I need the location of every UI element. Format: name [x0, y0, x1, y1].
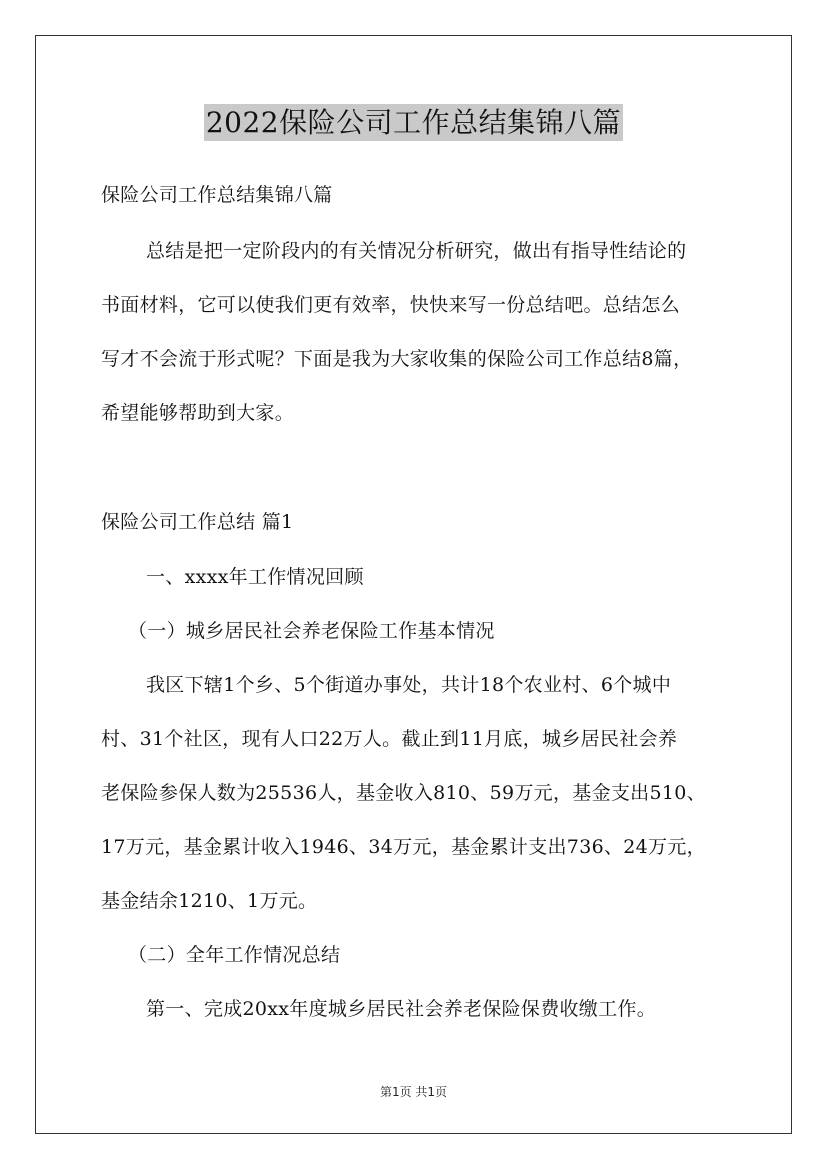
intro-line-2: 书面材料，它可以使我们更有效率，快快来写一份总结吧。总结怎么	[101, 294, 681, 316]
subtitle: 保险公司工作总结集锦八篇	[101, 184, 333, 206]
intro-line-3: 写才不会流于形式呢？下面是我为大家收集的保险公司工作总结8篇，	[101, 348, 693, 370]
body-line-1: 我区下辖1个乡、5个街道办事处，共计18个农业村、6个城中	[146, 674, 672, 696]
document-title: 2022保险公司工作总结集锦八篇	[205, 106, 622, 139]
body-line-2: 村、31个社区，现有人口22万人。截止到11月底，城乡居民社会养	[101, 728, 678, 750]
document-title-block	[0, 101, 827, 141]
page-footer: 第1页 共1页	[379, 1085, 448, 1099]
part1-heading: 一、xxxx年工作情况回顾	[146, 566, 364, 588]
sub1-heading: （一）城乡居民社会养老保险工作基本情况	[128, 620, 495, 642]
item1-line: 第一、完成20xx年度城乡居民社会养老保险保费收缴工作。	[146, 998, 657, 1020]
body-line-3: 老保险参保人数为25536人，基金收入810、59万元，基金支出510、	[101, 782, 706, 804]
section-heading: 保险公司工作总结 篇1	[101, 511, 294, 533]
sub2-heading: （二）全年工作情况总结	[128, 944, 341, 966]
intro-line-4: 希望能够帮助到大家。	[101, 402, 295, 424]
intro-line-1: 总结是把一定阶段内的有关情况分析研究，做出有指导性结论的	[146, 240, 687, 262]
body-line-4: 17万元，基金累计收入1946、34万元，基金累计支出736、24万元，	[101, 836, 706, 858]
body-line-5: 基金结余1210、1万元。	[101, 890, 318, 912]
